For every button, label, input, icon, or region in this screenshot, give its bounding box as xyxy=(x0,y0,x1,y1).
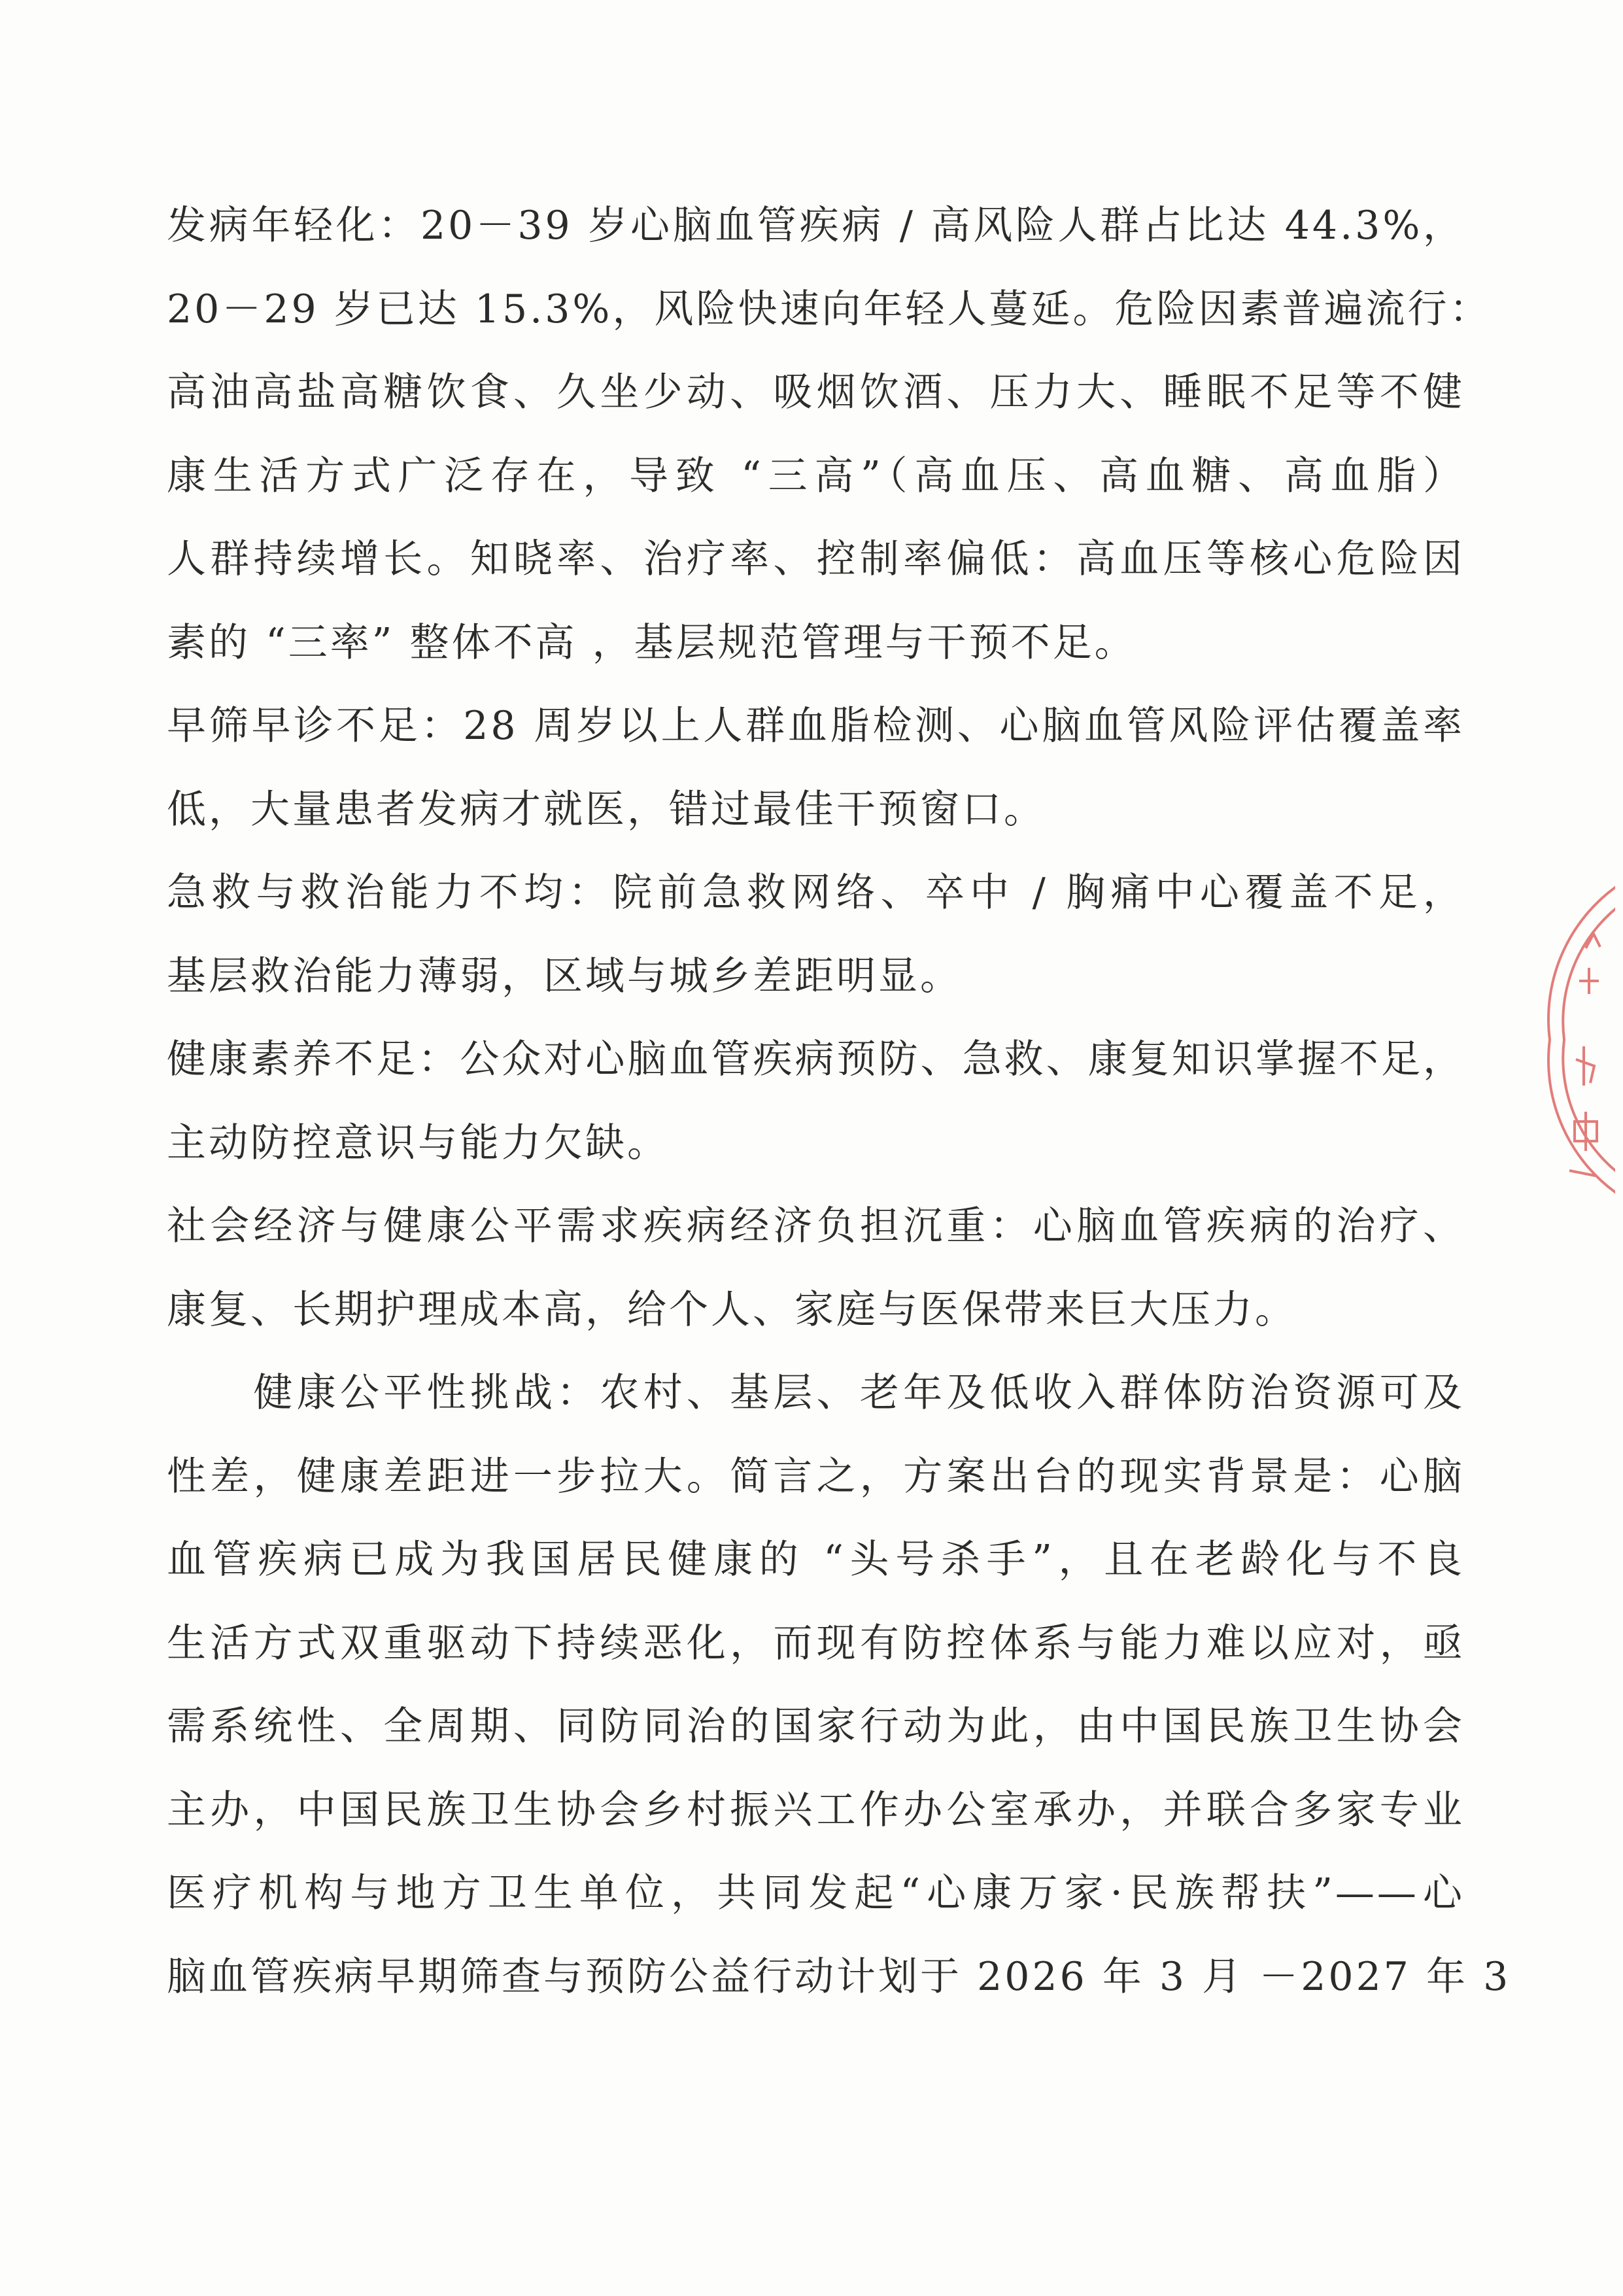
seal-stamp-partial xyxy=(1524,870,1615,1210)
text-line: 健康公平性挑战：农村、基层、老年及低收入群体防治资源可及 xyxy=(167,1370,1465,1416)
text-line: 主办，中国民族卫生协会乡村振兴工作办公室承办，并联合多家专业 xyxy=(167,1787,1465,1833)
text-line: 20－29 岁已达 15.3%，风险快速向年轻人蔓延。危险因素普遍流行： xyxy=(167,286,1492,332)
text-line: 主动防控意识与能力欠缺。 xyxy=(167,1120,669,1166)
text-line: 早筛早诊不足：28 周岁以上人群血脂检测、心脑血管风险评估覆盖率 xyxy=(167,703,1465,749)
text-line: 血管疾病已成为我国居民健康的 “头号杀手”，且在老龄化与不良 xyxy=(167,1537,1465,1583)
text-line: 医疗机构与地方卫生单位，共同发起“心康万家·民族帮扶”——心 xyxy=(167,1870,1465,1916)
text-line: 康生活方式广泛存在，导致 “三高”（高血压、高血糖、高血脂） xyxy=(167,453,1465,499)
text-line: 脑血管疾病早期筛查与预防公益行动计划于 2026 年 3 月 －2027 年 3 xyxy=(167,1953,1511,2000)
text-line: 素的 “三率” 整体不高 ，基层规范管理与干预不足。 xyxy=(167,619,1136,666)
text-line: 高油高盐高糖饮食、久坐少动、吸烟饮酒、压力大、睡眠不足等不健 xyxy=(167,369,1465,415)
text-line: 发病年轻化：20－39 岁心脑血管疾病 / 高风险人群占比达 44.3%， xyxy=(167,203,1465,248)
text-line: 性差，健康差距进一步拉大。简言之，方案出台的现实背景是：心脑 xyxy=(167,1453,1465,1499)
text-line: 社会经济与健康公平需求疾病经济负担沉重：心脑血管疾病的治疗、 xyxy=(167,1203,1465,1249)
text-line: 康复、长期护理成本高，给个人、家庭与医保带来巨大压力。 xyxy=(167,1286,1297,1333)
text-line: 低，大量患者发病才就医，错过最佳干预窗口。 xyxy=(167,786,1046,832)
text-line: 人群持续增长。知晓率、治疗率、控制率偏低：高血压等核心危险因 xyxy=(167,536,1465,582)
text-line: 基层救治能力薄弱，区域与城乡差距明显。 xyxy=(167,953,962,999)
text-line: 需系统性、全周期、同防同治的国家行动为此，由中国民族卫生协会 xyxy=(167,1704,1465,1749)
text-line: 生活方式双重驱动下持续恶化，而现有防控体系与能力难以应对，亟 xyxy=(167,1620,1465,1666)
text-line: 健康素养不足：公众对心脑血管疾病预防、急救、康复知识掌握不足， xyxy=(167,1037,1465,1082)
text-line: 急救与救治能力不均：院前急救网络、卒中 / 胸痛中心覆盖不足， xyxy=(167,870,1465,916)
